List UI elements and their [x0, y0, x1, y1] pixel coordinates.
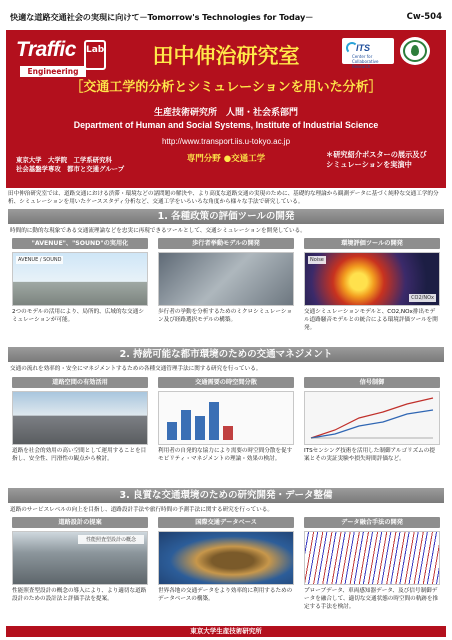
section-1-column-3	[304, 238, 440, 332]
column-text: 道路を社会的効用の高い空間として運用することを目指し、安全性、円滑性の観点から検討。	[12, 448, 147, 462]
section-2-description: 交通の流れを効率的・安全にマネジメントするための各種交通管理手法に関する研究を行っている。	[10, 366, 262, 372]
section-3-column-3	[304, 517, 440, 611]
logo-lab: Lab	[84, 40, 106, 70]
design-callout: 性能照査型設計の概念	[78, 535, 144, 544]
simulation-screenshot	[12, 252, 148, 306]
section-3-column-2	[158, 517, 294, 603]
column-text: 2つのモデルの活用により、局所的、広域的な交通シミュレーションが可能。	[12, 309, 144, 323]
section-2-title: 2. 持続可能な都市環境のための交通マネジメント	[8, 347, 444, 362]
its-logo-subtext: Center for Collaborative Research	[352, 54, 379, 69]
column-heading: "AVENUE"、"SOUND"の実用化	[12, 238, 148, 249]
column-text: プローブデータ、車両感知器データ、及び信号制御データを融合して、適切な交通状態の時空間の軌跡を推定する手法を検討。	[304, 588, 439, 610]
figure-bar	[223, 426, 233, 440]
university-seal-icon	[400, 37, 430, 65]
exhibit-note: ＊研究紹介ポスターの展示及び シミュレーションを実演中	[326, 150, 427, 169]
demand-distribution-figure	[158, 391, 294, 445]
world-map-image	[158, 531, 294, 585]
column-heading: 歩行者挙動モデルの開発	[158, 238, 294, 249]
intro-paragraph: 田中伸治研究室では、道路交通における渋滞・環境などの諸問題の解決や、より高度な道路交通の実現のために、基礎的な理論から観測データに基づく純粋な交通工学的分析、シミュレーションを用いたケーススタディ分析など、交通工学をいろいろな角度から様々な手法で研究している。	[8, 191, 439, 205]
column-text: ITSセンシング技術を活用した制御アルゴリズムの提案とその実証実験や損失時間評価など。	[304, 448, 435, 462]
department-english: Department of Human and Social Systems, Institute of Industrial Science	[73, 120, 379, 130]
road-design-photo	[12, 531, 148, 585]
ginkgo-leaf-icon	[411, 45, 419, 56]
lab-subtitle: ［交通工学的分析とシミュレーションを用いた分析］	[70, 80, 382, 95]
column-heading: 国際交通データベース	[158, 517, 294, 528]
poster-header	[6, 30, 446, 188]
poster-tagline: 快適な道路交通社会の実現に向けて－Tomorrow's Technologies for Today－	[10, 11, 314, 22]
road-space-photo	[12, 391, 148, 445]
pedestrian-model-image	[158, 252, 294, 306]
section-1-column-1	[12, 238, 148, 324]
figure-bar	[209, 402, 219, 440]
its-logo-text: ITS	[356, 43, 371, 53]
environment-map-image	[304, 252, 440, 306]
affiliation-line-2: 社会基盤学専攻 都市と交通グループ	[16, 165, 125, 173]
lab-url[interactable]: http://www.transport.iis.u-tokyo.ac.jp	[161, 137, 291, 146]
noise-label: Noise	[310, 257, 324, 263]
image-caption: AVENUE / SOUND	[18, 257, 62, 263]
logo-word: Traffic	[16, 38, 76, 61]
section-1-title: 1. 各種政策の評価ツールの開発	[8, 209, 444, 224]
column-text: 世界各地の交通データをより効率的に利用するためのデータベースの構築。	[158, 588, 293, 602]
figure-bar	[181, 410, 191, 440]
section-1-column-2	[158, 238, 294, 324]
section-2-column-2	[158, 377, 294, 463]
section-2-column-1	[12, 377, 148, 463]
section-2-column-3	[304, 377, 440, 463]
emission-label: CO2/NOx	[411, 295, 434, 301]
column-heading: データ融合手法の開発	[304, 517, 440, 528]
signal-graph-svg	[305, 392, 439, 444]
column-heading: 道路設計の提案	[12, 517, 148, 528]
figure-bar	[167, 422, 177, 440]
graph-line-red	[311, 398, 433, 438]
logo-subtext: Engineering	[20, 66, 86, 77]
top-strip	[4, 4, 448, 30]
affiliation-line-1: 東京大学 大学院 工学系研究科	[16, 156, 112, 164]
figure-bar	[195, 416, 205, 440]
column-text: 交通シミュレーションモデルと、CO2,NOx排出モデル道路騒音モデルとの統合による環境評価ツールを開発。	[304, 309, 438, 331]
department-japanese: 生産技術研究所 人間・社会系部門	[153, 108, 298, 118]
section-3-title: 3. 良質な交通環境のための研究開発・データ整備	[8, 488, 444, 503]
column-text: 利用者の自発的な協力により需要の時空間分散を促すモビリティ・マネジメントの理論・効果の検討。	[158, 448, 293, 462]
its-center-logo	[342, 38, 394, 69]
affiliation	[16, 156, 124, 174]
lab-title: 田中伸治研究室	[152, 44, 300, 68]
column-heading: 交通需要の時空間分散	[158, 377, 294, 388]
specialty-field: 専門分野 ●交通工学	[186, 154, 266, 164]
poster-code: Cw-504	[406, 12, 442, 22]
section-3-description: 道路のサービスレベルの向上を目指し、道路設計手法や旅行時間の予測手法に関する研究を行っている。	[10, 507, 273, 513]
time-space-diagram	[304, 531, 440, 585]
poster-footer: 東京大学生産技術研究所	[6, 626, 446, 637]
column-text: 歩行者の挙動を分析するためのミクロシミュレーション及び経路選択モデルの構築。	[158, 309, 292, 323]
column-heading: 信号制御	[304, 377, 440, 388]
section-1-description: 時間的に動的な現象である交通流理論などを忠実に再現できるツールとして、交通シミュレーションを開発している。	[10, 228, 306, 234]
signal-control-graph	[304, 391, 440, 445]
column-heading: 環境評価ツールの開発	[304, 238, 440, 249]
section-3-column-1	[12, 517, 148, 603]
column-text: 性能照査型設計の概念の導入により、より適切な道路設計のための設計法と評価手法を提案。	[12, 588, 147, 602]
column-heading: 道路空間の有効活用	[12, 377, 148, 388]
